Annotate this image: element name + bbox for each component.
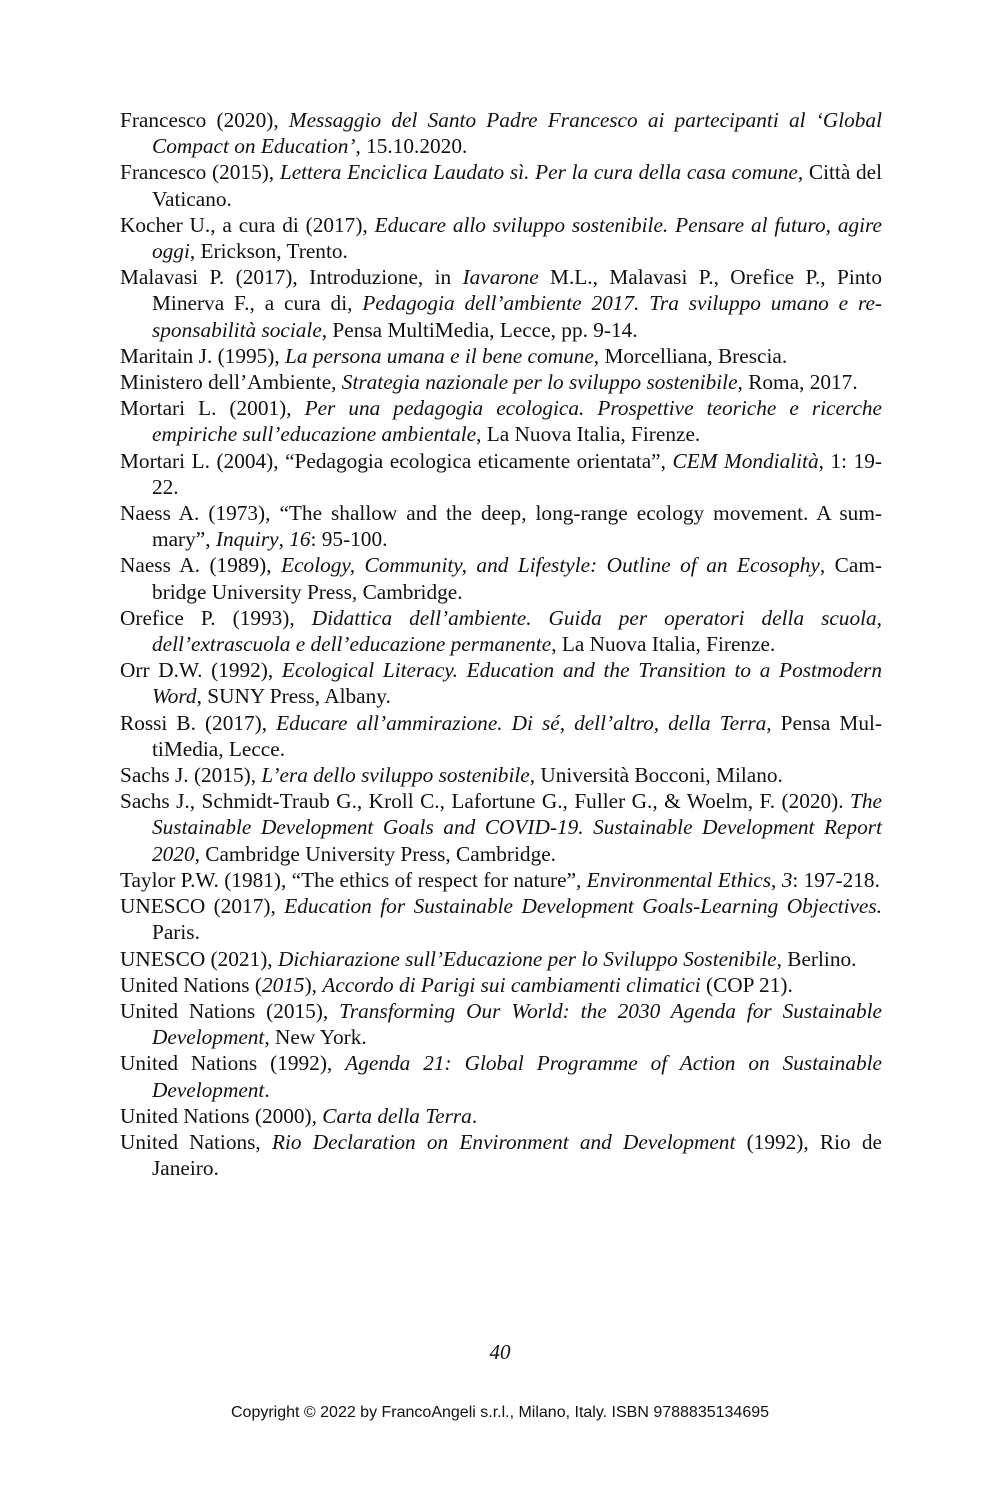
bibliography-entry	[120, 946, 882, 972]
entry-text: Malavasi P. (2017), Introduzione, in	[120, 265, 463, 290]
entry-title-italic: Pedagogia dell’ambiente 2017. Tra sviluppo umano e responsabilità sociale,	[152, 291, 883, 342]
entry-text: , Morcelliana, Brescia.	[593, 343, 788, 368]
entry-title-italic: La persona umana e il bene comune	[285, 343, 594, 368]
bibliography-entry	[120, 710, 882, 762]
entry-text: Orefice P. (1993),	[120, 605, 312, 630]
entry-text: UNESCO (2017),	[120, 894, 285, 919]
entry-text: Maritain J. (1995),	[120, 343, 286, 368]
entry-title-italic: Rio Declaration on Environment and Development	[271, 1129, 736, 1154]
page-number: 40	[489, 1340, 511, 1364]
entry-text: Sachs J. (2015),	[120, 763, 262, 788]
entry-title-italic: Agenda 21: Global Programme of Action on Sustainable Development	[152, 1051, 882, 1102]
bibliography-entry	[120, 369, 882, 395]
entry-text: , 1: 19-22.	[152, 448, 882, 499]
entry-text: , SUNY Press, Albany.	[196, 684, 391, 709]
entry-text: , Università Bocconi, Milano.	[529, 763, 783, 788]
bibliography-entry	[120, 264, 882, 343]
bibliography-entry	[120, 395, 882, 447]
entry-text: Kocher U., a cura di (2017),	[120, 212, 375, 237]
entry-text: Berlino.	[781, 946, 857, 971]
entry-text: , Erickson, Trento.	[189, 239, 348, 264]
entry-text: United Nations (2000)	[120, 1103, 312, 1128]
entry-text: .	[471, 1103, 478, 1128]
entry-title-italic: Educare all’ammirazione. Di sé, dell’altro, della Terra	[276, 710, 767, 735]
entry-title-italic: Dichiarazione sull’Educazione per lo Sviluppo Sostenibile,	[277, 946, 782, 971]
entry-text: Naess A. (1989),	[120, 553, 282, 578]
entry-text: Pensa MultiMedia, Lecce, pp. 9-14.	[327, 317, 638, 342]
entry-title-italic: 2015	[261, 972, 305, 997]
entry-text: , La Nuova Italia, Firenze.	[476, 422, 701, 447]
entry-title-italic: L’era dello sviluppo sostenibile	[261, 763, 530, 788]
bibliography-list	[120, 107, 882, 1181]
bibliography-entry	[120, 657, 882, 709]
bibliography-entry	[120, 107, 882, 159]
entry-text: United Nations (1992),	[120, 1051, 346, 1076]
entry-text: Mortari L. (2004), “Pedagogia ecologica eticamente orientata”,	[120, 448, 673, 473]
entry-title-italic: Ecology, Community, and Lifestyle: Outline of an Ecosophy	[281, 553, 820, 578]
entry-text: Paris.	[152, 920, 200, 945]
entry-title-italic: Iavarone	[462, 265, 539, 290]
entry-text: Sachs J., Schmidt-Traub G., Kroll C., Lafortune G., Fuller G., & Woelm, F. (2020).	[120, 789, 851, 814]
entry-text: M.L., Malavasi P., Orefice P., Pinto Minerva F., a cura di,	[152, 265, 882, 316]
entry-title-italic: Ecological Literacy. Education and the Transition to a Postmodern Word	[152, 658, 882, 709]
bibliography-entry	[120, 788, 882, 867]
entry-text: , Città del Vaticano.	[152, 160, 882, 211]
entry-text: , Cambridge University Press, Cambridge.	[152, 553, 883, 604]
entry-title-italic: Messaggio del Santo Padre Francesco ai partecipanti al ‘Global Compact on Education’	[152, 108, 882, 159]
entry-title-italic: Accordo di Parigi sui cambiamenti climatici	[322, 972, 701, 997]
bibliography-entry	[120, 1129, 882, 1181]
entry-text: , 15.10.2020.	[355, 134, 468, 159]
entry-text: , La Nuova Italia, Firenze.	[551, 632, 776, 657]
bibliography-entry	[120, 972, 882, 998]
entry-title-italic: 3	[781, 867, 793, 892]
entry-text: (1992), Rio de Janeiro.	[152, 1129, 882, 1181]
entry-title-italic: Education for Sustainable Development Goals-Learning Objectives.	[284, 894, 883, 919]
bibliography-entry	[120, 500, 882, 552]
entry-text: Roma, 2017.	[742, 370, 858, 395]
entry-title-italic: Educare allo sviluppo sostenibile. Pensare al futuro, agire oggi	[152, 212, 882, 264]
bibliography-entry	[120, 998, 882, 1050]
bibliography-entry	[120, 552, 882, 604]
entry-text: : 197-218.	[792, 867, 880, 892]
bibliography-entry	[120, 212, 882, 264]
entry-title-italic: Lettera Enciclica Laudato sì. Per la cura della casa comune	[279, 160, 798, 185]
entry-text: ,	[278, 527, 290, 552]
entry-text: Francesco (2015),	[120, 160, 280, 185]
entry-text: Rossi B. (2017),	[120, 710, 277, 735]
entry-text: , Pensa MultiMedia, Lecce.	[152, 710, 882, 761]
entry-text: Ministero dell’Ambiente	[120, 370, 332, 395]
entry-text: United Nations,	[120, 1129, 272, 1154]
entry-text: : 95-100.	[310, 527, 388, 552]
entry-title-italic: Didattica dell’ambiente. Guida per operatori della scuola, dell’extrascuola e dell’educazione permanente	[152, 605, 882, 657]
entry-title-italic: CEM Mondialità	[672, 448, 819, 473]
bibliography-entry	[120, 343, 882, 369]
entry-title-italic: , Carta della Terra	[311, 1103, 472, 1128]
entry-text: UNESCO (2021),	[120, 946, 278, 971]
entry-text: Orr D.W. (1992),	[120, 658, 282, 683]
entry-text: (COP 21).	[700, 972, 793, 997]
entry-title-italic: Transforming Our World: the 2030 Agenda for Sustainable Development,	[152, 998, 882, 1050]
entry-title-italic: 16	[289, 527, 311, 552]
entry-text: , Cambridge University Press, Cambridge.	[194, 841, 556, 866]
entry-text: Naess A. (1973), “The shallow and the deep, long-range ecology movement. A summary”,	[120, 501, 882, 552]
entry-text: New York.	[269, 1025, 367, 1050]
entry-title-italic: , Strategia nazionale per lo sviluppo sostenibile,	[331, 370, 743, 395]
entry-text: Mortari L. (2001),	[120, 396, 305, 421]
entry-title-italic: The Sustainable Development Goals and COVID-19. Sustainable Development Report 2020	[152, 789, 882, 866]
bibliography-entry	[120, 762, 882, 788]
entry-text: ),	[304, 972, 323, 997]
entry-text: United Nations (	[120, 972, 262, 997]
entry-title-italic: Inquiry	[215, 527, 279, 552]
bibliography-entry	[120, 448, 882, 500]
entry-text: Taylor P.W. (1981), “The ethics of respect for nature”	[120, 867, 577, 892]
entry-text: Francesco (2020),	[120, 108, 289, 132]
bibliography-entry	[120, 893, 882, 945]
bibliography-entry	[120, 1050, 882, 1102]
entry-title-italic: Per una pedagogia ecologica. Prospettive teoriche e ricerche empiriche sull’educazione ambientale	[152, 396, 883, 447]
entry-text: ,	[771, 867, 782, 892]
entry-text: United Nations (2015),	[120, 998, 340, 1023]
bibliography-entry	[120, 867, 882, 893]
copyright-notice: Copyright © 2022 by FrancoAngeli s.r.l., Milano, Italy. ISBN 9788835134695	[230, 1404, 770, 1421]
entry-text: .	[264, 1077, 270, 1102]
bibliography-entry	[120, 605, 882, 657]
bibliography-entry	[120, 159, 882, 211]
entry-title-italic: , Environmental Ethics	[576, 867, 772, 892]
bibliography-entry	[120, 1103, 882, 1129]
